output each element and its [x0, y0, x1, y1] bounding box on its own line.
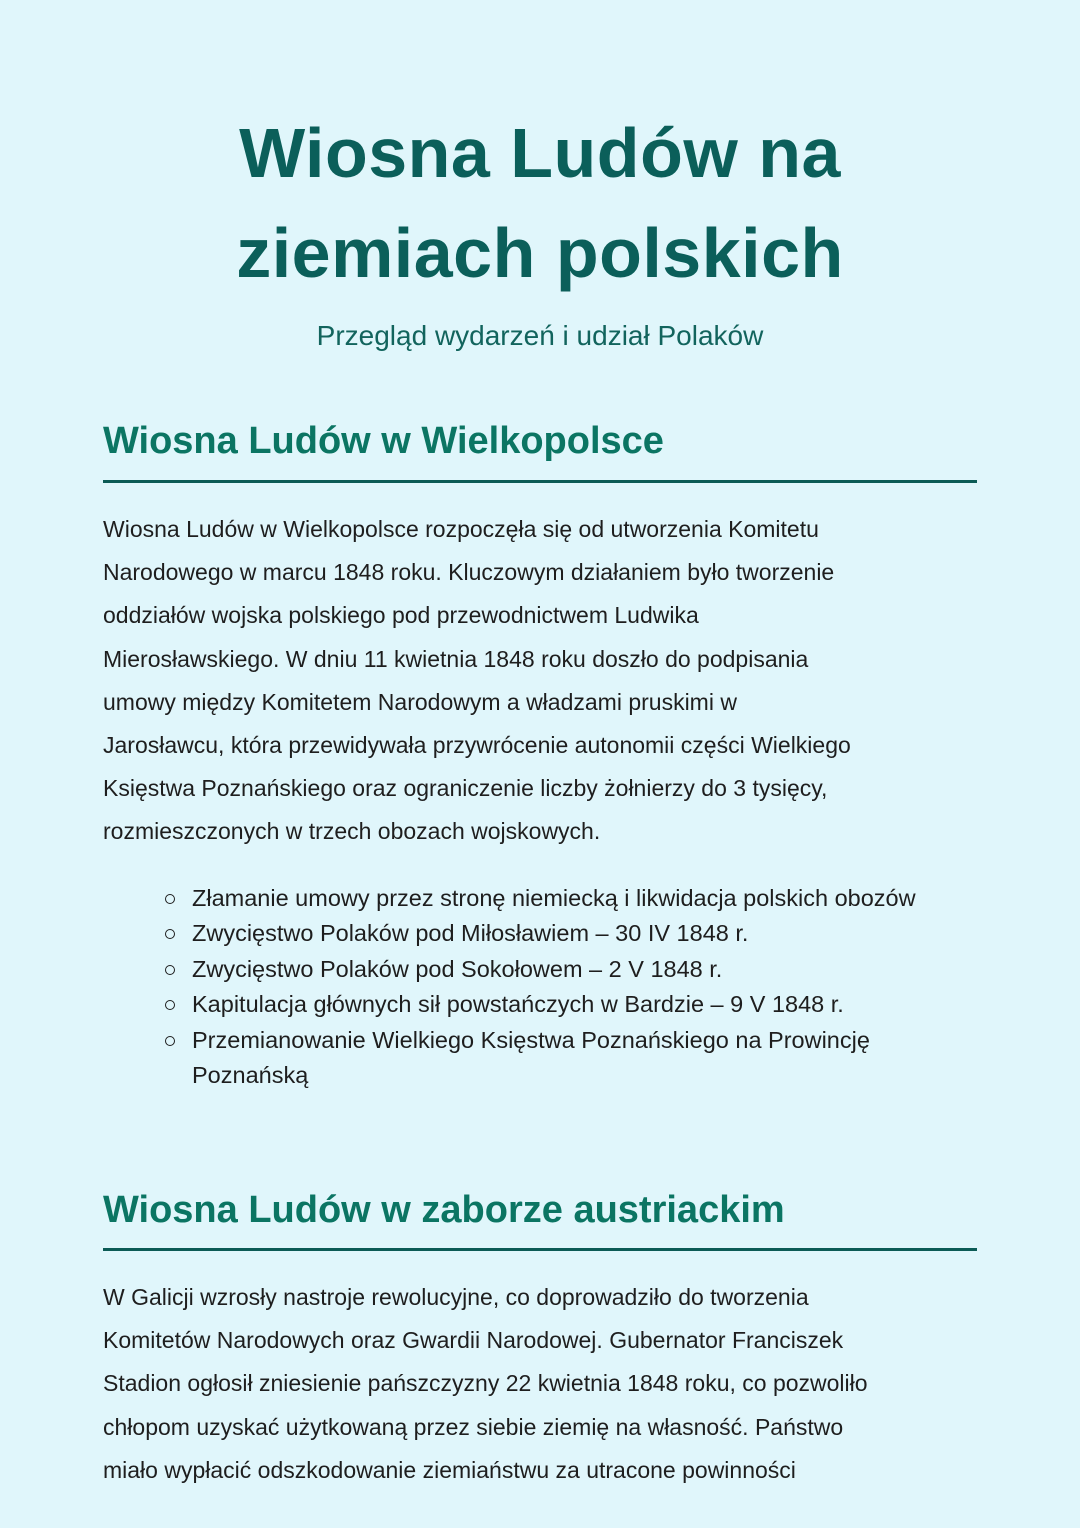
paragraph-line: chłopom uzyskać użytkowaną przez siebie ziemię na własność. Państwo: [103, 1413, 844, 1440]
paragraph-line: Mierosławskiego. W dniu 11 kwietnia 1848 roku doszło do podpisania: [103, 645, 809, 672]
list-item: Zwycięstwo Polaków pod Miłosławiem – 30 IV 1848 r.: [192, 916, 972, 951]
paragraph-line: Księstwa Poznańskiego oraz ograniczenie liczby żołnierzy do 3 tysięcy,: [103, 775, 828, 802]
paragraph-line: oddziałów wojska polskiego pod przewodnictwem Ludwika: [103, 602, 699, 629]
paragraph-line: rozmieszczonych w trzech obozach wojskowych.: [103, 818, 601, 845]
paragraph-line: Stadion ogłosił zniesienie pańszczyzny 22 kwietnia 1848 roku, co pozwoliło: [103, 1370, 868, 1397]
page-title-line: Wiosna Ludów na: [239, 114, 841, 192]
section-divider: [103, 480, 977, 483]
section-paragraph-galicja: [103, 1276, 983, 1492]
list-item: Przemianowanie Wielkiego Księstwa Poznańskiego na Prowincję Poznańską: [192, 1023, 972, 1094]
section-heading-wielkopolska: Wiosna Ludów w Wielkopolsce: [103, 420, 664, 462]
page-subtitle: Przegląd wydarzeń i udział Polaków: [316, 320, 764, 351]
paragraph-line: W Galicji wzrosły nastroje rewolucyjne, co doprowadziło do tworzenia: [103, 1284, 809, 1310]
paragraph-line: miało wypłacić odszkodowanie ziemiaństwu za utracone powinności: [103, 1456, 796, 1483]
list-item: Zwycięstwo Polaków pod Sokołowem – 2 V 1848 r.: [192, 952, 972, 987]
page-title-line: ziemiach polskich: [236, 214, 844, 292]
paragraph-line: Narodowego w marcu 1848 roku. Kluczowym działaniem było tworzenie: [103, 559, 835, 586]
section-heading-galicja: Wiosna Ludów w zaborze austriackim: [103, 1189, 785, 1231]
paragraph-line: Jarosławcu, która przewidywała przywrócenie autonomii części Wielkiego: [103, 732, 851, 759]
page-title: [0, 103, 1080, 303]
section-divider: [103, 1248, 977, 1251]
paragraph-line: Komitetów Narodowych oraz Gwardii Narodowej. Gubernator Franciszek: [103, 1327, 844, 1354]
list-item: Złamanie umowy przez stronę niemiecką i likwidacja polskich obozów: [192, 881, 972, 916]
paragraph-line: Wiosna Ludów w Wielkopolsce rozpoczęła się od utworzenia Komitetu: [103, 516, 819, 542]
paragraph-line: umowy między Komitetem Narodowym a władzami pruskimi w: [103, 688, 737, 715]
list-item: Kapitulacja głównych sił powstańczych w Bardzie – 9 V 1848 r.: [192, 987, 972, 1022]
section-paragraph-wielkopolska: [103, 508, 983, 854]
event-list: [192, 881, 972, 1093]
